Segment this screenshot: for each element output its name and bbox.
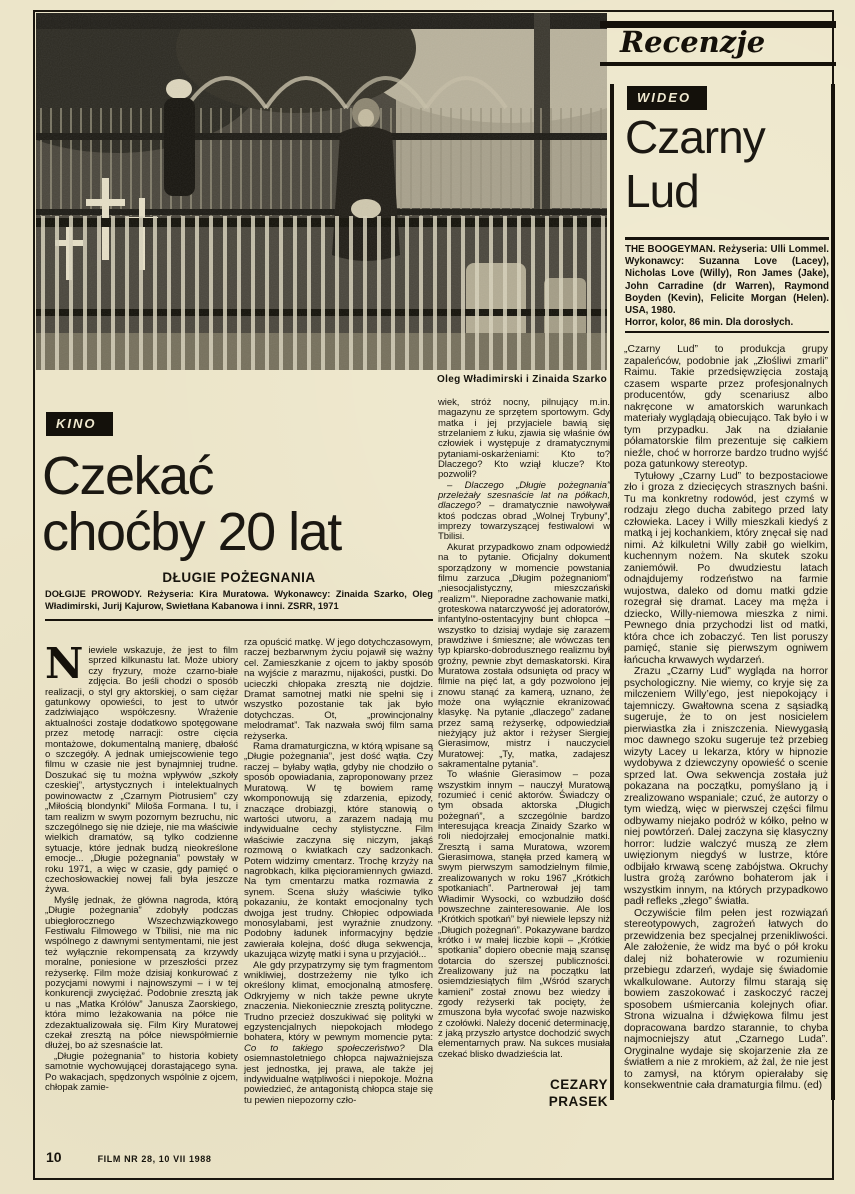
article-photo [36,13,607,370]
video-paragraph: Tytułowy „Czarny Lud” to bezpostaciowe zło i groza z dziecięcych strasznych baśni. Tu ma konkretny rodowód, jest czymś w rodzaju złego ducha zabitego przed laty człowieka. Lacey i Willy mieszkali kiedyś z matką i jej kochankiem, który znęcał się nad nimi. Aż kilkuletni Willy zabił go wielkim, kuchennym nożem. Na skutek szoku zaniemówił. Po dwudziestu latach odnajdujemy rodzeństwo na farmie wujostwa, daleko od domu matki gdzie rozegrał się dramat. Lacey ma męża i dziecko, Willy-niemowa mieszka z nimi. Pewnego dnia przychodzi list od matki, która chce ich zobaczyć. Ten list poruszy pamięć, stanie się pierwszym ogniwem łańcucha krwawych wydarzeń. [624,470,828,666]
article-paragraph: Rama dramaturgiczna, w którą wpisane są „Długie pożegnania”, jest dość wątła. Czy raczej – byłaby wątła, gdyby nie chodziło o sposób opowiadania, zaproponowany przez Muratową. W tę bowiem ramę wkomponowują się zdarzenia, epizody, znaczące drobiazgi, które stanowią o wartości utworu, a zarazem nadają mu indywidualne cechy stylistyczne. Film właściwie zaczyna się niczym, jakąś rozmową o kwiatkach czy sadzonkach. Potem widzimy cmentarz. Trochę krzyży na nagrobkach, kilka pięcioramiennych gwiazd. Na tym cmentarzu matka rozmawia z synem. Scena służy właściwie tylko pokazaniu, że kontakt emocjonalny tych dwojga jest trudny. Chłopiec odpowiada monosylabami, jest wyraźnie znudzony. Podobny ładunek informacyjny będzie zawierała kolejna, dość długa sekwencja, ukazująca wizytę matki i syna u przyjaciół... [244,741,433,961]
article-title-line2: choćby 20 lat [42,502,341,562]
masthead-bottom-bar [600,62,836,66]
article-paragraph: „Długie pożegnania” to historia kobiety samotnie wychowującej dorastającego syna. Po wakacjach, spędzonych wspólnie z ojcem, chłopak zamie- [45,1050,238,1094]
article-paragraph [45,639,238,896]
body-column-2 [244,638,433,1106]
video-paragraph: Oczywiście film pełen jest rozwiązań stereotypowych, zagrożeń łatwych do przewidzenia bez specjalnej przenikliwości. Ale założenie, że widz ma być o pół kroku dalej niż bohaterowie w rozumieniu przebiegu zdarzeń, wydaje się świadomie wkalkulowane. Autorzy filmu starają się bowiem zaszokować i zaskoczyć raczej sposobem uśmiercania kolejnych ofiar. Strona wizualna i dźwiękowa filmu jest dopracowana bardzo starannie, to chyba najmocniejszy atut „Czarnego Luda”. Oryginalne wydaje się skojarzenie zła ze światłem a nie z mrokiem, aż żal, że nie jest to zamysł, na którym opierałaby się konsekwentnie cała dramaturgia filmu. (ed) [624,907,828,1091]
credits-rule-bottom [625,331,829,333]
kino-badge: KINO [46,412,113,436]
article-paragraph [438,481,610,543]
body-column-3 [438,398,610,1110]
section-header: Recenzje [620,25,766,59]
paragraph-quote: – Dlaczego „Długie pożegnania” przeleżały szesnaście lat na półkach, dlaczego? – [438,479,610,512]
video-credits-block [625,244,829,329]
article-paragraph: Akurat przypadkowo znam odpowiedź na to pytanie. Oficjalny dokument sporządzony w momencie powstania filmu zarzuca „Długim pożegnaniom” „niesocjalistyczny, mieszczański ‚realizm’”. Nieporadne zachowanie matki, groteskowa natarczywość jej adoratorów, infantylno-ostentacyjny bunt chłopca – wszystko to dzisiaj wydaje się zarazem prawdziwe i śmieszne; ale wówczas ten typ kpiarsko-dobrodusznego realizmu był groźny, pewnie zbyt demaskatorski. Kira Muratowa została odsunięta od pracy w filmie na pięć lat, a gdy pozwolono jej znowu stanąć za kamerą, uznano, że może ona wyłącznie ekranizować klasykę. Na pytanie „dlaczego” zadane przez samą reżyserkę, odpowiedział nieżyjący już aktor i reżyser Siergiej Gierasimow, mistrz i nauczyciel Muratowej: „Ty, matka, zadajesz sakramentalne pytania”. [438,541,610,771]
video-credits-main: THE BOOGEYMAN. Reżyseria: Ulli Lommel. Wykonawcy: Suzanna Love (Lacey), Nicholas Love (Willy), Ron James (Jake), John Carradine (dr Warren), Raymond Boyden (Kevin), Felicite Morgan (Helen). USA, 1980. [625,244,829,317]
video-paragraph: Zrazu „Czarny Lud” wygląda na horror psychologiczny. Nie wiemy, co kryje się za milczeniem Willy’ego, jest niepokojący i tajemniczy. Gwałtowna scena z sąsiadką sugeruje, że to on jest nosicielem pierwiastka zła i zniszczenia. Niewygasłą moc dawnego szoku sugeruje też przebieg wizyty Lacey u lekarza, który w hipnozie wydobywa z dziewczyny opowieść o scenie sprzed lat. Owa sekwencja została już pokazana na początku, pomyślano ją i zrealizowano wspaniale; czuć, że autorzy o tym wiedzą, więc w pierwszej części filmu odbywamy niejako podróż w kółko, pełno w niej powtórzeń. Dalej zaczyna się klasyczny horror: ludzie walczyć muszą ze złem uwięzionym niegdyś w lustrze, które odbijało krwawą scenę zabójstwa. Okruchy lustra grożą zarówno bohaterom jak i wszystkim innym, na których przypadkowo padł refleks „złego” światła. [624,666,828,907]
video-review-title [625,110,835,218]
cemetery-scene-illustration [36,13,607,370]
article-paragraph: To właśnie Gierasimow – poza wszystkim innym – nauczył Muratową rozumieć i cenić aktorów. Świadczy o tym obsada aktorska „Długich pożegnań”, a szczególnie bardzo interesująca kreacja Zinaidy Szarko w roli niedojrzałej emocjonalnie matki. Zresztą i sama Muratowa, wzorem Gierasimowa, stanęła przed kamerą w swym pierwszym samodzielnym filmie, zrealizowanych w roku 1967 „Krótkich spotkaniach”. Partnerował jej tam Władimir Wysocki, co wzbudziło dość powszechne zainteresowanie. Ale los „Krótkich spotkań” był niewiele lepszy niż „Długich pożegnań”. Pokazywane bardzo krótko i w małej liczbie kopii – „Krótkie spotkania” dopiero obecnie mają szansę dotarcia do szerszej publiczności. Zrealizowany już na początku lat osiemdziesiątych film „Wśród szarych kamieni” został znowu bez wiedzy i zgody reżyserki tak pocięty, że zmuszona była wycofać swoje nazwisko z czołówki. Należy docenić determinację, z jaką przyszło artystce dochodzić swych elementarnych praw. Na sukces musiała czekać blisko dwadzieścia lat. [438,769,610,1060]
wideo-badge: WIDEO [627,86,707,110]
video-title-line2: Lud [625,165,699,217]
film-credits-block [45,570,433,621]
article-paragraph: Myślę jednak, że główna nagroda, którą „Długie pożegnania” zdobyły podczas ubiegłorocznego Wszechzwiązkowego Festiwalu Filmowego w Tbilisi, nie ma nic wspólnego z dawnymi sentymentami, nie jest też wyłącznie rekompensatą za krzywdy moralne, poniesione w przeszłości przez reżyserkę. Film może dzisiaj konkurować z pozycjami nowymi i najnowszymi – i w tej konkurencji zwyciężać. Podobnie zresztą jak u nas „Matka Królów” Janusza Zaorskiego, która mimo leżakowania na półce nie zdezaktualizowała się. Film Kiry Muratowej czekał zresztą na półce niewspółmiernie dłużej, bo aż szesnaście lat. [45,894,238,1052]
article-byline: CEZARY PRASEK [548,1077,608,1109]
article-paragraph [244,961,433,1107]
body-column-1 [45,639,238,1094]
film-title-heading: DŁUGIE POŻEGNANIA [162,570,316,585]
film-credits: DOŁGIJE PROWODY. Reżyseria: Kira Muratowa. Wykonawcy: Zinaida Szarko, Oleg Władimirski, Jurij Kajurow, Swietłana Kabanowa i inni. ZSRR, 1971 [45,589,433,611]
paragraph-text: iewiele wskazuje, że jest to film sprzed kilkunastu lat. Może ubiory czy fryzury, może czarno-białe zdjęcia. Bo jeśli chodzi o sposób realizacji, o styl gry aktorskiej, o sam ciężar gatunkowy opowieści, to jest to utwór zadziwiająco współczesny. Wrażenie aktualności zostaje dodatkowo spotęgowane przez metodę narracji: ostre cięcia montażowe, dokumentalną manierę, dbałość o szczegóły. A jednak umiejscowienie tego filmu w czasie nie jest bynajmniej trudne. Doszukać się tu można wpływów „szkoły czeskiej”, artystycznych i intelektualnych powinowactw z „Czarnym Piotrusiem” czy „Miłością blondynki” Miloša Formana. I tu, i tam realizm w swym pozornym bezruchu, nic szczególnego się nie dzieje, nie ma właściwie wielkich dramatów, są tylko codzienne sytuacje, które jednak budzą nieokreślone emocje... „Długie pożegnania” powstały w roku 1971, a więc w czasie, gdy pamięć o czechosłowackiej nowej fali była jeszcze żywa. [45,645,238,896]
video-paragraph: „Czarny Lud” to produkcja grupy zapaleńców, podobnie jak „Złośliwi zmarli” Raimu. Takie przedsięwzięcia zostają czasem wsparte przez profesjonalnych producentów, gdy scenariusz albo nakręcone w amatorskich warunkach materiały wyglądają obiecująco. Tak było i w tym przypadku. Jak na działanie półamatorskie film prezentuje się całkiem nieźle, choć w horrorze bardzo trudno wyjść poza gatunkowy stereotyp. [624,344,828,470]
column-separator-right [831,84,835,1100]
drop-cap: N [45,639,84,688]
article-title-line1: Czekać [42,446,214,506]
page-footer [46,1149,211,1165]
paragraph-text: dramatycznie nawoływał ktoś podczas obrad „Wolnej Trybuny”, imprezy towarzyszącej festiwalowi w Tbilisi. [438,500,611,543]
column-separator-left [610,84,614,1100]
issue-info: FILM NR 28, 10 VII 1988 [97,1154,212,1164]
page-number: 10 [46,1149,62,1165]
paragraph-text: Dla osiemnastoletniego chłopca najważniejsza jest jednostka, jej prawa, ale także jej indywidualne wątpliwości i niepokoje. Można powiedzieć, że antagonistą chłopca staje się tu pewien niepozorny czło- [244,1042,433,1106]
paragraph-quote: Co to takiego społeczeństwo? [244,1042,405,1054]
video-review-body [624,344,828,1092]
paragraph-text: Ale gdy przypatrzymy się tym fragmentom wnikliwiej, dostrzeżemy nie tylko ich określony klimat, emocjonalną atmosferę. Odkryjemy w nich także pewne ukryte znaczenia. Niekoniecznie zresztą polityczne. Trudno przecież doszukiwać się polityki w egzystencjalnych niepokojach młodego bohatera, który w pewnym momencie pyta: [244,959,433,1044]
video-title-line1: Czarny [625,111,765,163]
article-paragraph: wiek, stróż nocny, pilnujący m.in. magazynu ze sprzętem sportowym. Gdy matka i jej przyjaciele bawią się strzelaniem z łuku, zjawia się właśnie ów człowiek i występuje z dramatycznymi pytaniami-oskarżeniami: Kto to? Dlaczego? Kto wziął klucze? Kto pozwolił? [438,397,610,481]
photo-caption: Oleg Władimirski i Zinaida Szarko [437,374,607,385]
article-paragraph: rza opuścić matkę. W jego dotychczasowym, raczej bezbarwnym życiu pojawił się ważny cel. Zamieszkanie z ojcem to jakby sposób na wyjście z marazmu, nijakości, pustki. Do ucieczki chłopaka zresztą nie dojdzie. Dramat samotnej matki nie spełni się i wszystko pozostanie tak jak było dotychczas. Ot, „prowincjonalny melodramat”. Tak nazwała swój film sama reżyserka. [244,637,433,742]
video-credits-tech: Horror, kolor, 86 min. Dla dorosłych. [625,317,794,329]
credits-rule-top [625,237,829,240]
